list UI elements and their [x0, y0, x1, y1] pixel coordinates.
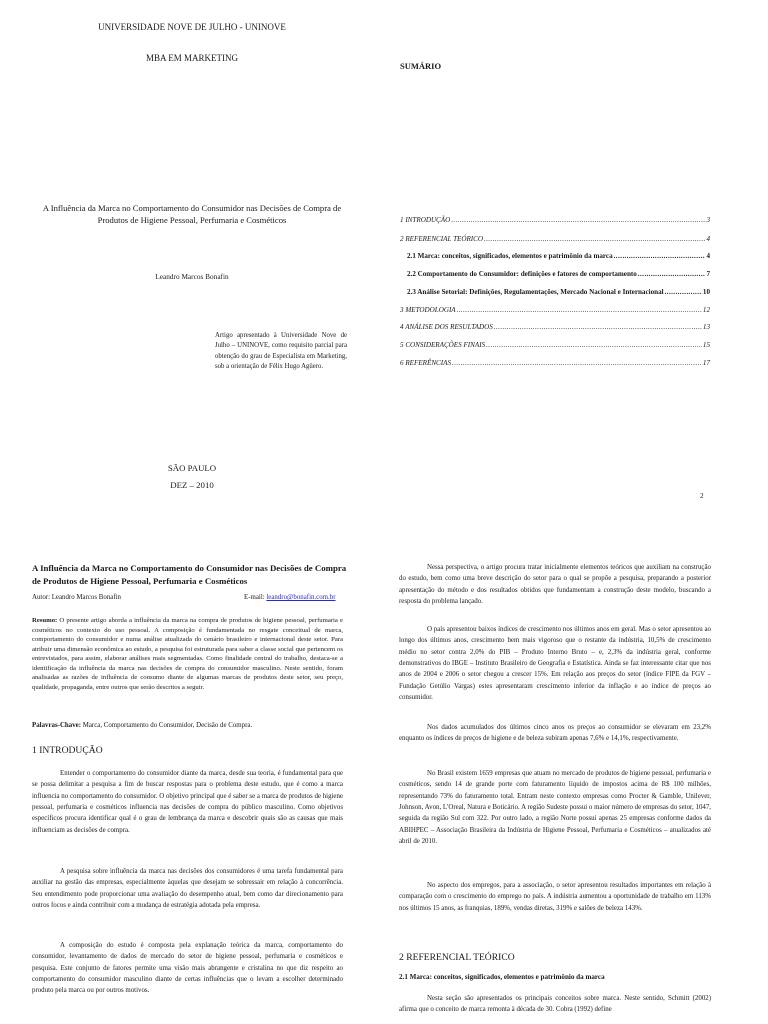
keywords-text: Marca, Comportamento do Consumidor, Decisão de Compra. [82, 722, 253, 729]
cover-university: UNIVERSIDADE NOVE DE JULHO - UNINOVE [98, 22, 286, 32]
toc-label: 2.1 Marca: conceitos, significados, elementos e patrimônio da marca [407, 252, 613, 260]
toc-page: 17 [702, 359, 710, 367]
body-paragraph: No Brasil existem 1659 empresas que atuam no mercado de produtos de higiene pessoal, perfumaria e cosméticos, sendo 14 de grande porte com faturamento líquido de impostos acima de R$ 100 milhões, representando 73% do faturamento total. Entram neste contexto empresas como Procter & Gamble, Unilever, Johnson, Avon, L'Oreal, Natura e Boticário. A região Sudeste possui o maior número de empresas do setor, 1047, seguida da região Sul com 322. Por outro lado, a região Norte possui apenas 25 empresas conforme dados da ABIHPEC – Associação Brasileira da Indústria de Higiene Pessoal, Perfumaria e Cosméticos – atualizados até abril de 2010. [399, 770, 711, 846]
cover-city: SÃO PAULO [167, 463, 217, 473]
body-paragraph: Nos dados acumulados dos últimos cinco anos os preços ao consumidor se elevaram em 23,2% enquanto os índices de preços de higiene e de beleza subiram apenas 7,6% e 14,1%, respectivamente. [399, 724, 711, 743]
cover-note: Artigo apresentado à Universidade Nove de Julho – UNINOVE, como requisito parcial para obtenção do grau de Especialista em Marketing, sob a orientação de Félix Hugo Agüero. [215, 332, 347, 370]
body-paragraph: Nesta seção são apresentados os principais conceitos sobre marca. Neste sentido, Schmitt (2002) afirma que o conceito de marca remonta à década de 30. Cobra (1992) define [399, 995, 711, 1014]
cover-date: DEZ – 2010 [170, 480, 214, 490]
toc-page: 4 [706, 252, 710, 260]
toc-label: 2.3 Análise Setorial: Definições, Regulamentações, Mercado Nacional e Internacional [407, 288, 664, 296]
section-heading: 2 REFERENCIAL TEÓRICO [399, 952, 515, 963]
toc-label: 3 METODOLOGIA [400, 306, 456, 314]
toc-label: 2 REFERENCIAL TEÓRICO [400, 235, 484, 243]
toc-label: 5 CONSIDERAÇÕES FINAIS [400, 341, 486, 349]
abstract-label: Resumo: [32, 617, 60, 624]
intro-heading: 1 INTRODUÇÃO [32, 745, 103, 756]
toc-item[interactable] [400, 306, 710, 314]
body-paragraph: No aspecto dos empregos, para a associação, o setor apresentou resultados importantes em relação à comparação com o crescimento do emprego no país. A indústria aumentou a oportunidade de trabalho em 113% nos últimos 15 anos, as franquias, 189%, vendas diretas, 319% e salões de beleza 143%. [399, 882, 711, 912]
cover-author: Leandro Marcos Bonafin [155, 272, 229, 281]
intro-paragraph: Entender o comportamento do consumidor diante da marca, desde sua teoria, é fundamental para que se possa delimitar a pesquisa a fim de buscar respostas para o problema deste estudo, que é como a marca influencia no comportamento do consumidor. O objetivo principal que é saber se a marca de produtos de higiene pessoal, perfumaria e cosméticos influencia nas decisões de compra do público masculino. Como objetivos específicos procura identificar qual é o grau de lembrança da marca e descobrir quais são as causas que mais influenciam as decisões de compra. [32, 770, 343, 834]
toc-page: 13 [702, 323, 710, 331]
toc-item[interactable] [407, 288, 710, 296]
keywords [32, 722, 343, 729]
toc-label: 6 REFERÊNCIAS [400, 359, 452, 367]
toc-item[interactable] [400, 359, 710, 367]
body-paragraph: O país apresentou baixos índices de crescimento nos últimos anos em geral. Mas o setor apresentou ao longo dos últimos anos, crescimento bem mais vigoroso que o restante da indústria, 10,5% de crescimento médio no setor contra 2,0% do PIB – Produto Interno Bruto – e, 2,3% da indústria geral, conforme demonstrativos do IBGE – Instituto Brasileiro de Geografia e Estatística. Ainda se faz interessante citar que nos anos de 2004 e 2006 o setor chegou a crescer 15%. Em relação aos preços do setor (índice FIPE da FGV – Fundação Getúlio Vargas) estes apresentaram crescimento inferior da inflação e ao índice de preços ao consumidor. [399, 626, 711, 702]
toc-item[interactable] [407, 270, 710, 278]
article-author: Autor: Leandro Marcos Bonafin [32, 594, 121, 601]
toc-item[interactable] [400, 216, 710, 224]
toc-page: 12 [702, 306, 710, 314]
intro-paragraph: A pesquisa sobre influência da marca nas decisões dos consumidores é uma tarefa fundamental para auxiliar na gestão das empresas, especialmente àquelas que desejam se sobressair em relação à concorrência. Seu entendimento pode proporcionar uma avaliação do desempenho atual, bem como dar direcionamento para outros focos e ainda contribuir com a mudança de estratégia adotada pela empresa. [32, 868, 343, 910]
toc-item[interactable] [407, 252, 710, 260]
toc-page: 15 [702, 341, 710, 349]
toc-item[interactable] [400, 235, 710, 243]
page-number: 2 [700, 491, 704, 500]
email-link[interactable]: leandro@bonafin.com.br [266, 594, 336, 601]
email-label: E-mail: [244, 594, 267, 601]
toc-label: 4 ANÁLISE DOS RESULTADOS [400, 323, 493, 331]
summary-title: SUMÁRIO [400, 61, 442, 71]
toc-item[interactable] [400, 323, 710, 331]
cover-program: MBA EM MARKETING [145, 53, 238, 63]
keywords-label: Palavras-Chave: [32, 722, 83, 729]
toc-page: 7 [706, 270, 710, 278]
article-title: A Influência da Marca no Comportamento do Consumidor nas Decisões de Compra de Produtos de Higiene Pessoal, Perfumaria e Cosméticos [32, 563, 347, 586]
toc-label: 1 INTRODUÇÃO [400, 216, 451, 224]
abstract [32, 616, 343, 692]
toc-item[interactable] [400, 341, 710, 349]
toc-page: 3 [706, 216, 710, 224]
intro-paragraph: A composição do estudo é composta pela explanação teórica da marca, comportamento do consumidor, levantamento de dados de mercado do setor de higiene pessoal, perfumaria e cosméticos e pesquisa. Este conjunto de fatores permite uma visão mais abrangente e cristalina no que diz respeito ao comportamento do consumidor masculino diante de certas influências que o levam a escolher determinado produto pela marca ou por outros motivos. [32, 942, 343, 995]
article-email-line [244, 594, 336, 601]
cover-title: A Influência da Marca no Comportamento do Consumidor nas Decisões de Compra de Produtos de Higiene Pessoal, Perfumaria e Cosméticos [42, 203, 342, 225]
abstract-text: O presente artigo aborda a influência da marca na compra de produtos de higiene pessoal, perfumaria e cosméticos no contexto do uso pessoal. A composição é fundamentada no resgate conceitual de marca, comportamento do consumidor e numa análise atualizada do cenário brasileiro e internacional deste setor. Para atribuir uma dimensão econômica ao estudo, a pesquisa foi estruturada para saber a classe social que pertencem os entrevistados, para assim, elaborar análises mais segmentadas. Como finalidade central do trabalho, destaca-se a identificação da influência da marca nas decisões de compra do consumidor masculino. Neste sentido, foram analisadas as razões de influência de consumo diante de algumas marcas de produtos deste setor, seu preço, qualidade, propaganda, entre outros que serão descritos a seguir. [32, 617, 343, 691]
body-paragraph: Nessa perspectiva, o artigo procura tratar inicialmente elementos teóricos que auxiliam na construção do estudo, bem como uma breve descrição do setor para o qual se propõe a pesquisa, preparando a posterior apresentação do método e dos resultados obtidos que fundamentam a construção deste modelo, buscando a resposta do problema lançado. [399, 564, 711, 606]
toc-page: 10 [702, 288, 710, 296]
subsection-heading: 2.1 Marca: conceitos, significados, elementos e patrimônio da marca [399, 973, 605, 981]
toc-label: 2.2 Comportamento do Consumidor: definições e fatores de comportamento [407, 270, 637, 278]
toc-page: 4 [706, 235, 710, 243]
